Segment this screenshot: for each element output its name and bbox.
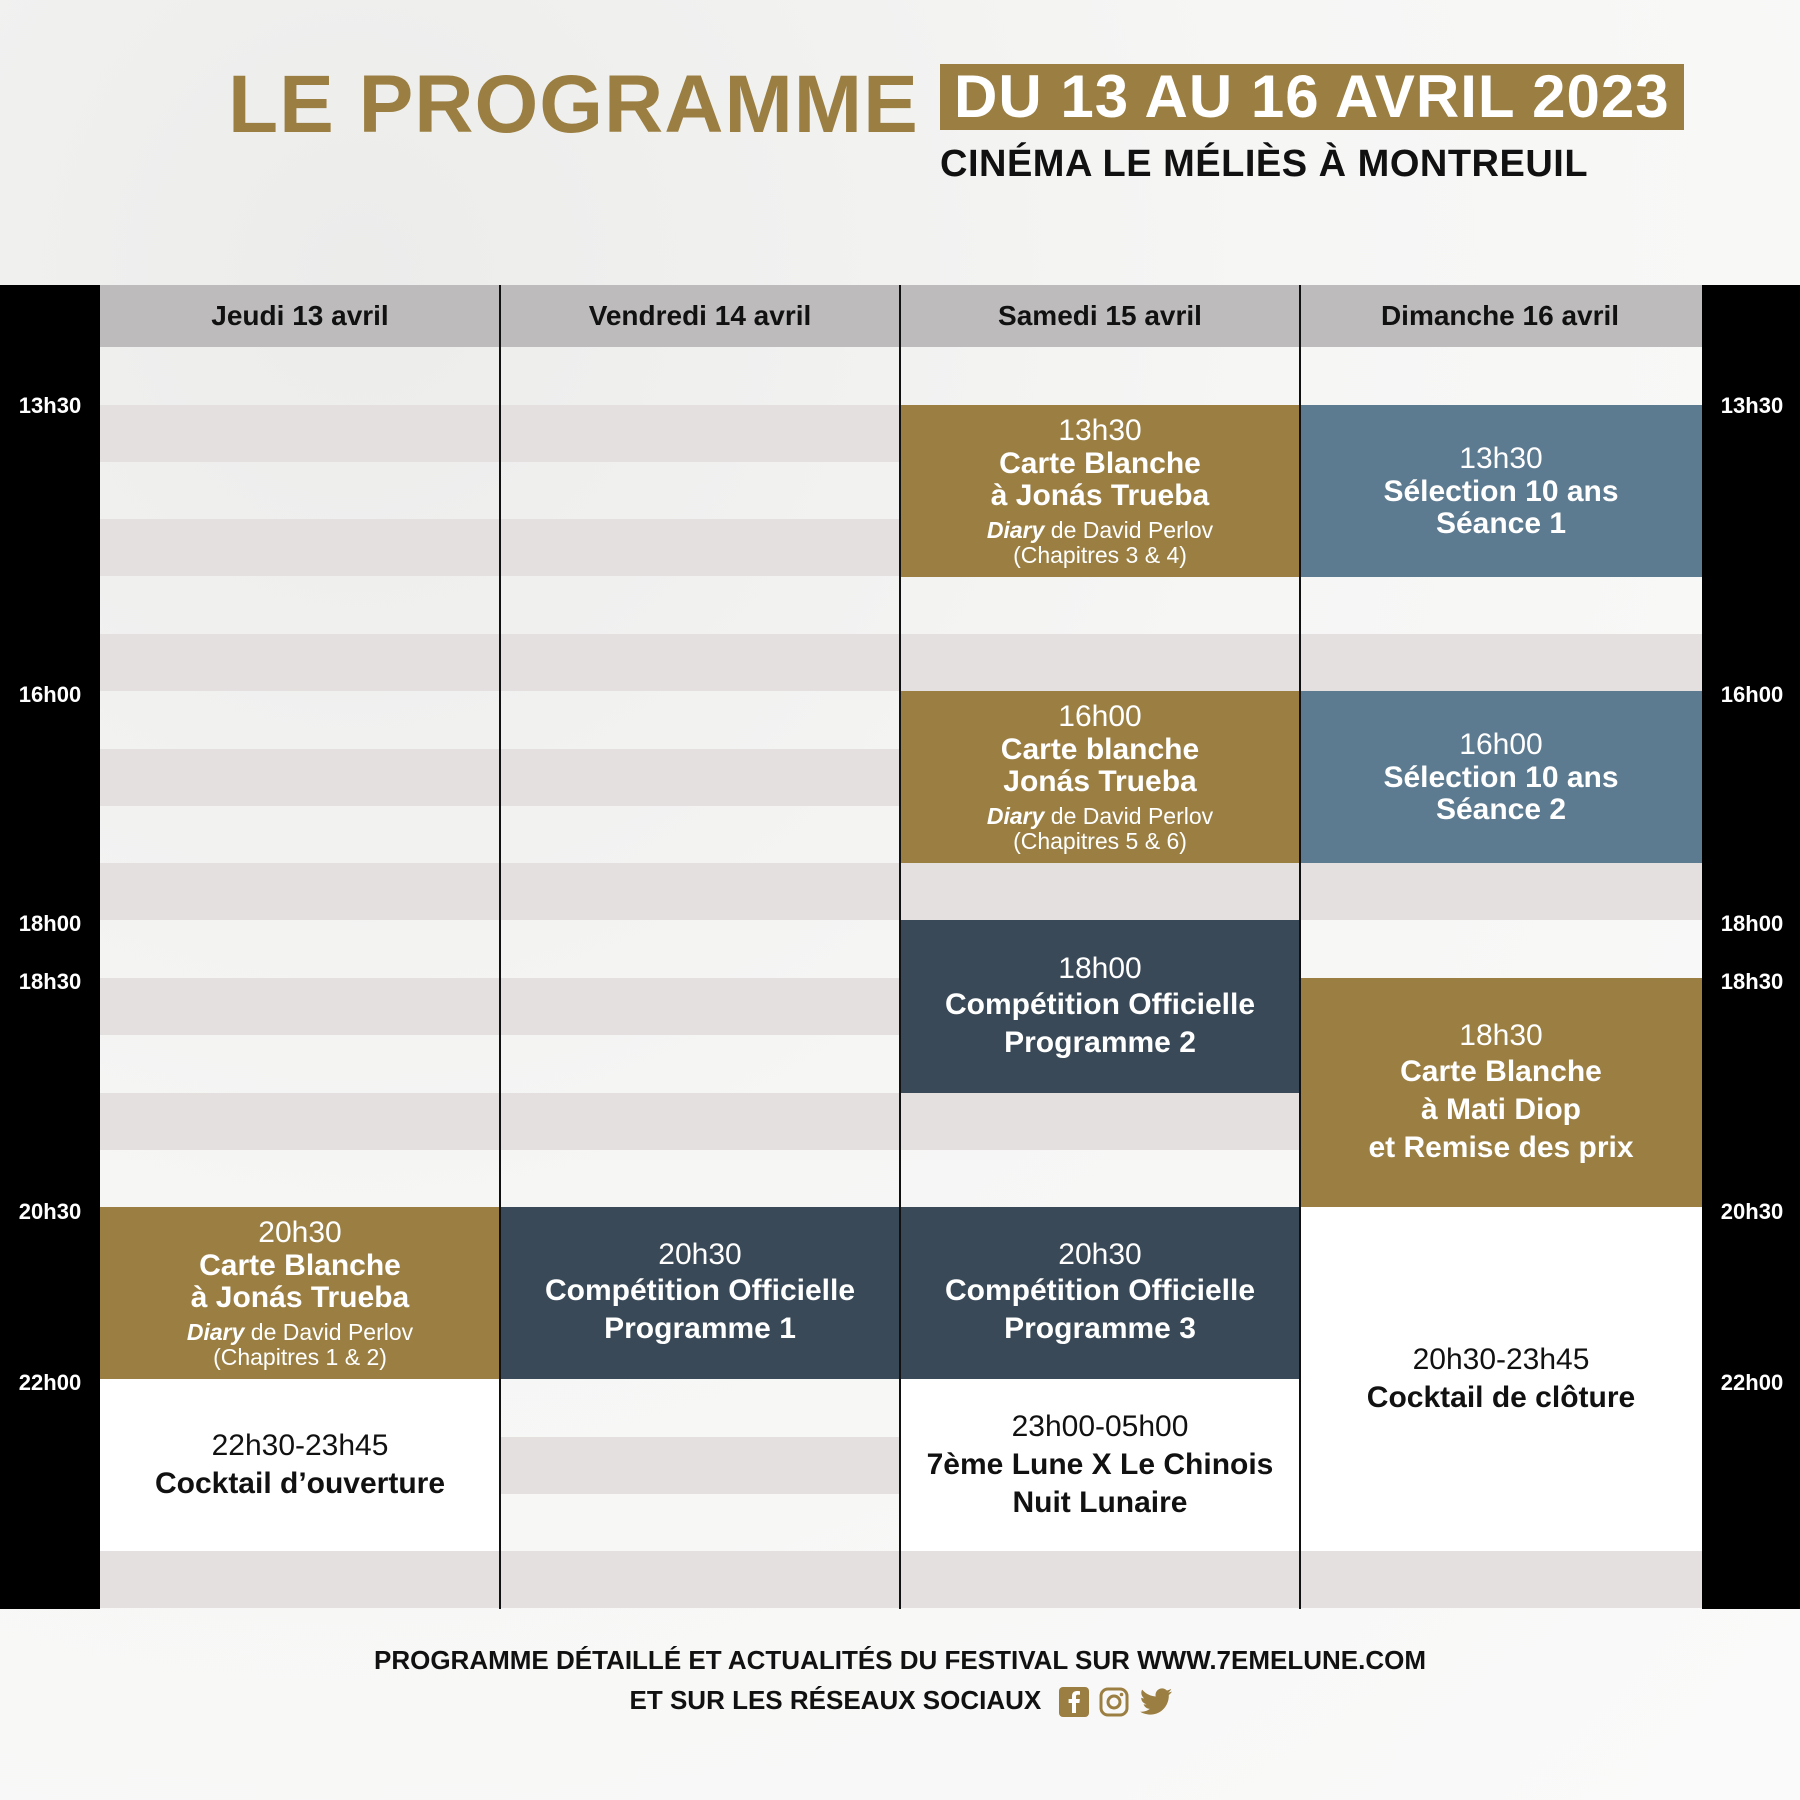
column-divider xyxy=(1299,285,1301,1609)
event-time: 16h00 xyxy=(1459,728,1543,761)
time-label: 16h00 xyxy=(18,682,82,707)
day-header-saturday: Samedi 15 avril xyxy=(998,300,1202,331)
event-title: Programme 2 xyxy=(1004,1025,1196,1059)
event-film xyxy=(987,518,1213,543)
event-sat-night xyxy=(900,1379,1300,1551)
event-time: 20h30 xyxy=(658,1238,742,1271)
event-title: et Remise des prix xyxy=(1368,1130,1634,1164)
time-label: 13h30 xyxy=(18,393,82,418)
festival-dates: DU 13 AU 16 AVRIL 2023 xyxy=(940,64,1684,130)
event-title: Programme 1 xyxy=(604,1312,796,1345)
time-label: 22h00 xyxy=(18,1370,82,1395)
time-bar-left xyxy=(0,285,100,1609)
time-bar-right xyxy=(1702,285,1800,1609)
footer-social-text: ET SUR LES RÉSEAUX SOCIAUX xyxy=(629,1685,1042,1715)
time-label: 16h00 xyxy=(1720,682,1784,707)
film-director: de David Perlov xyxy=(1044,517,1214,543)
column-divider xyxy=(499,285,501,1609)
event-time: 13h30 xyxy=(1459,442,1543,475)
event-title: Cocktail de clôture xyxy=(1366,1381,1636,1414)
film-title: Diary xyxy=(986,803,1045,829)
event-time: 23h00-05h00 xyxy=(1011,1410,1189,1443)
facebook-icon[interactable] xyxy=(1058,1686,1090,1718)
event-sat-1800 xyxy=(900,920,1300,1093)
time-label: 18h30 xyxy=(18,969,82,994)
event-time: 20h30-23h45 xyxy=(1412,1343,1590,1376)
schedule-grid xyxy=(100,285,1702,1609)
event-title: Cocktail d’ouverture xyxy=(154,1467,446,1500)
instagram-icon[interactable] xyxy=(1098,1686,1130,1718)
time-label: 18h00 xyxy=(1720,911,1784,936)
event-sat-1330 xyxy=(900,405,1300,577)
event-title: Sélection 10 ans xyxy=(1383,761,1619,794)
footer-line-2 xyxy=(0,1680,1800,1720)
event-thu-cocktail xyxy=(100,1379,500,1551)
event-time: 22h30-23h45 xyxy=(211,1429,389,1462)
event-time: 20h30 xyxy=(258,1216,342,1249)
social-icons xyxy=(1058,1686,1170,1718)
column-divider xyxy=(899,285,901,1609)
row-stripe xyxy=(100,1551,1702,1608)
day-header-thursday: Jeudi 13 avril xyxy=(211,300,389,331)
time-label: 18h00 xyxy=(18,911,82,936)
footer xyxy=(0,1640,1800,1720)
day-header-sunday: Dimanche 16 avril xyxy=(1380,300,1620,331)
twitter-icon[interactable] xyxy=(1138,1686,1170,1718)
event-time: 20h30 xyxy=(1058,1238,1142,1271)
event-film xyxy=(987,804,1213,829)
film-title: Diary xyxy=(986,517,1045,543)
event-title: Carte Blanche xyxy=(199,1249,401,1282)
event-title: Carte Blanche xyxy=(999,447,1201,480)
page-title: LE PROGRAMME xyxy=(228,59,919,150)
event-time: 18h30 xyxy=(1459,1018,1543,1052)
event-title: Séance 1 xyxy=(1435,507,1567,540)
event-sat-1600 xyxy=(900,691,1300,863)
event-title: Carte Blanche xyxy=(1400,1054,1602,1088)
event-title: 7ème Lune X Le Chinois xyxy=(926,1448,1274,1481)
film-title: Diary xyxy=(186,1319,245,1345)
time-label: 20h30 xyxy=(18,1199,82,1224)
event-title: Compétition Officielle xyxy=(544,1274,856,1307)
row-stripe xyxy=(100,634,1702,691)
day-header-friday: Vendredi 14 avril xyxy=(588,300,812,331)
event-fri-2030 xyxy=(500,1207,900,1379)
event-time: 18h00 xyxy=(1058,951,1142,985)
time-label: 18h30 xyxy=(1720,969,1784,994)
event-chapters: (Chapitres 5 & 6) xyxy=(1013,828,1187,854)
event-title: Sélection 10 ans xyxy=(1383,475,1619,508)
event-thu-2030 xyxy=(100,1207,500,1379)
film-director: de David Perlov xyxy=(244,1319,414,1345)
event-sun-1830 xyxy=(1300,978,1702,1207)
time-label: 13h30 xyxy=(1720,393,1784,418)
event-time: 13h30 xyxy=(1058,414,1142,447)
row-stripe xyxy=(100,863,1702,920)
event-title: Carte blanche xyxy=(1000,733,1200,766)
event-time: 16h00 xyxy=(1058,700,1142,733)
event-title: Séance 2 xyxy=(1435,793,1567,826)
footer-line-1: PROGRAMME DÉTAILLÉ ET ACTUALITÉS DU FESTIVAL SUR WWW.7EMELUNE.COM xyxy=(373,1645,1427,1675)
event-title: Programme 3 xyxy=(1004,1312,1196,1345)
event-sun-cocktail xyxy=(1300,1207,1702,1551)
film-director: de David Perlov xyxy=(1044,803,1214,829)
time-label: 22h00 xyxy=(1720,1370,1784,1395)
event-title: à Jonás Trueba xyxy=(190,1281,410,1314)
event-film xyxy=(187,1320,413,1345)
time-label: 20h30 xyxy=(1720,1199,1784,1224)
event-title: Nuit Lunaire xyxy=(1012,1486,1188,1519)
event-title: à Mati Diop xyxy=(1420,1092,1581,1126)
event-sun-1330 xyxy=(1300,405,1702,577)
event-chapters: (Chapitres 3 & 4) xyxy=(1013,542,1187,568)
event-title: Compétition Officielle xyxy=(944,1274,1256,1307)
event-chapters: (Chapitres 1 & 2) xyxy=(213,1344,387,1370)
venue: CINÉMA LE MÉLIÈS À MONTREUIL xyxy=(940,143,1589,185)
day-header-row xyxy=(100,285,1702,347)
event-sun-1600 xyxy=(1300,691,1702,863)
event-title: Jonás Trueba xyxy=(1003,765,1197,798)
event-title: à Jonás Trueba xyxy=(990,479,1210,512)
event-title: Compétition Officielle xyxy=(944,987,1256,1021)
event-sat-2030 xyxy=(900,1207,1300,1379)
